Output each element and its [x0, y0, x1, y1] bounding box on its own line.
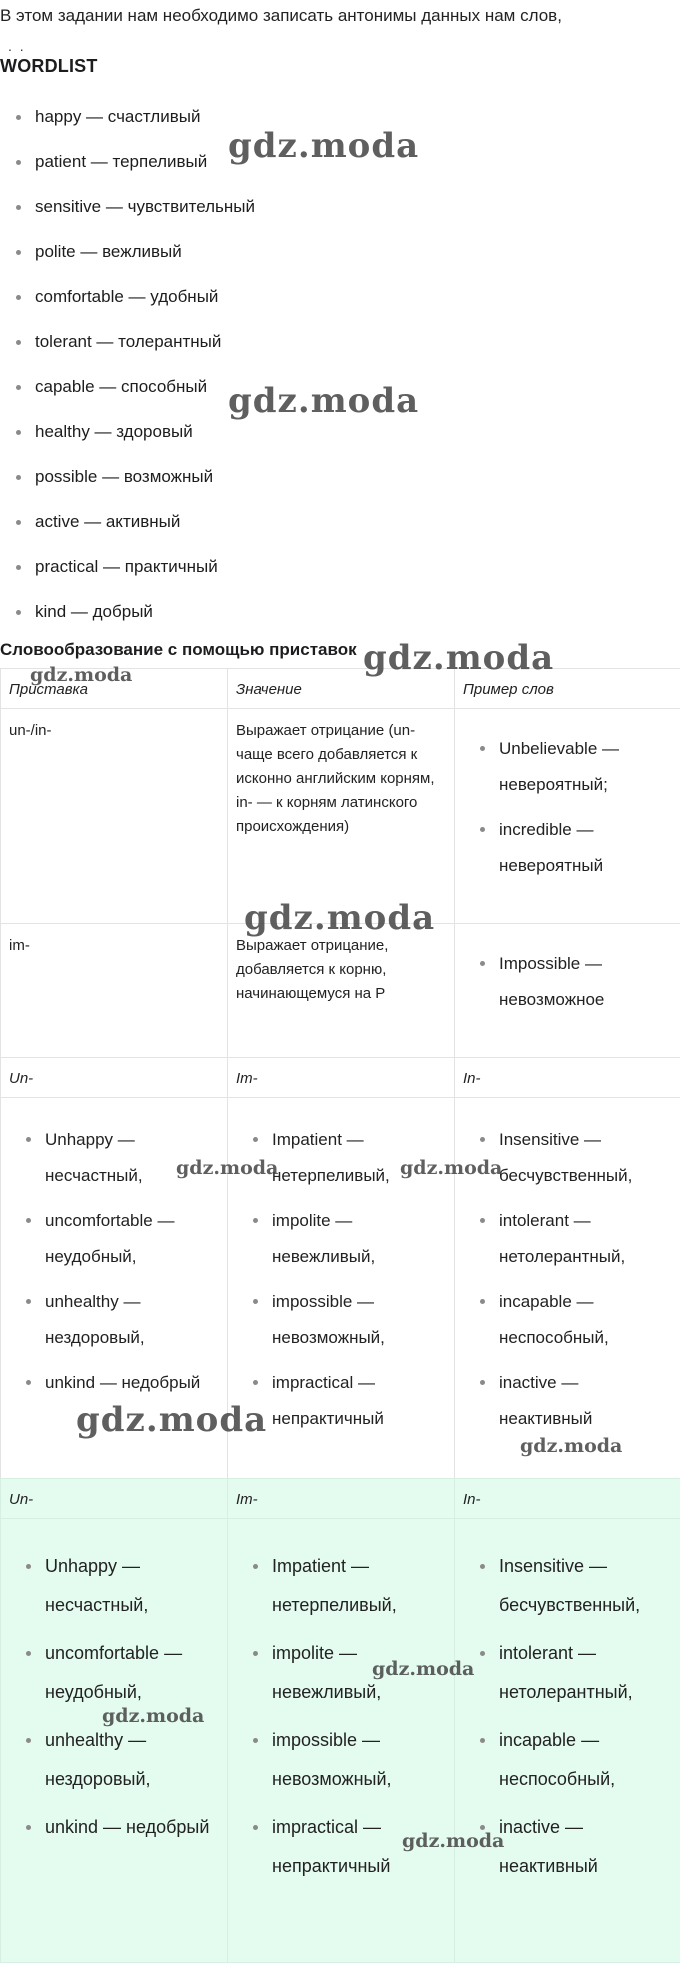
table-header-row: [1, 1058, 680, 1098]
example-list: [455, 946, 680, 1018]
list-item: sensitive — чувствительный: [0, 197, 420, 242]
table-header-row: [1, 669, 680, 709]
list-item: polite — вежливый: [0, 242, 420, 287]
table-row: [1, 924, 680, 1058]
table-header-cell: Приставка: [1, 669, 228, 709]
list-item: impolite — невежливый,: [228, 1203, 454, 1275]
list-item: tolerant — толерантный: [0, 332, 420, 377]
watermark: gdz.moda: [228, 126, 419, 166]
list-item: Unhappy — несчастный,: [1, 1547, 227, 1625]
watermark: gdz.moda: [76, 1400, 267, 1440]
table-cell: im-: [1, 924, 228, 1058]
list-item: uncomfortable — неудобный,: [1, 1634, 227, 1712]
list-item: Impatient — нетерпеливый,: [228, 1122, 454, 1194]
antonym-table: [0, 1057, 680, 1483]
list-item: happy — счастливый: [0, 107, 420, 152]
table-row: [1, 1098, 680, 1483]
cut-line: [0, 38, 680, 50]
antonym-list: [455, 1122, 680, 1437]
list-item: unkind — недобрый: [1, 1808, 227, 1847]
table-cell: [1, 1519, 228, 1963]
list-item: comfortable — удобный: [0, 287, 420, 332]
table-row: [1, 709, 680, 924]
table-header-cell: Un-: [1, 1479, 228, 1519]
watermark: gdz.moda: [372, 1658, 474, 1680]
antonym-list: [228, 1547, 454, 1886]
table-cell: [455, 924, 680, 1058]
antonym-list: [1, 1547, 227, 1847]
list-item: inactive — неактивный: [455, 1365, 680, 1437]
list-item: healthy — здоровый: [0, 422, 420, 467]
watermark: gdz.moda: [400, 1157, 502, 1179]
watermark: gdz.moda: [520, 1435, 622, 1457]
list-item: incapable — неспособный,: [455, 1721, 680, 1799]
list-item: impolite — невежливый,: [228, 1634, 454, 1712]
list-item: active — активный: [0, 512, 420, 557]
table-header-cell: Im-: [228, 1058, 455, 1098]
table-cell: [228, 1098, 455, 1483]
list-item: patient — терпеливый: [0, 152, 420, 197]
table-cell: Выражает отрицание, добавляется к корню, начинающемуся на P: [228, 924, 455, 1058]
antonym-list: [228, 1122, 454, 1437]
table-header-cell: Im-: [228, 1479, 455, 1519]
table-cell: [455, 1098, 680, 1483]
list-item: impractical — непрактичный: [228, 1365, 454, 1437]
list-item: Unhappy — несчастный,: [1, 1122, 227, 1194]
table-cell: un-/in-: [1, 709, 228, 924]
table-cell: [455, 709, 680, 924]
example-list: [455, 731, 680, 884]
table-cell: Выражает отрицание (un- чаще всего добавляется к исконно английским корням, in- — к корням латинского происхождения): [228, 709, 455, 924]
list-item: practical — практичный: [0, 557, 420, 602]
table-header-cell: In-: [455, 1479, 680, 1519]
list-item: Impatient — нетерпеливый,: [228, 1547, 454, 1625]
table-header-cell: Un-: [1, 1058, 228, 1098]
cut-text-fragment: . .: [8, 38, 26, 54]
antonym-table-highlighted: [0, 1478, 680, 1963]
table-row: [1, 1519, 680, 1963]
list-item: unhealthy — нездоровый,: [1, 1284, 227, 1356]
list-item: unkind — недобрый: [1, 1365, 227, 1401]
prefix-meaning-table: [0, 668, 680, 1058]
table-cell: [455, 1519, 680, 1963]
list-item: unhealthy — нездоровый,: [1, 1721, 227, 1799]
list-item: Insensitive — бесчувственный,: [455, 1547, 680, 1625]
antonym-list: [455, 1547, 680, 1886]
table-cell: [1, 1098, 228, 1483]
list-item: intolerant — нетолерантный,: [455, 1203, 680, 1275]
list-item: incredible — невероятный: [455, 812, 680, 884]
list-item: impossible — невозможный,: [228, 1284, 454, 1356]
list-item: Impossible — невозможное: [455, 946, 680, 1018]
table-header-cell: Значение: [228, 669, 455, 709]
list-item: Insensitive — бесчувственный,: [455, 1122, 680, 1194]
table-header-cell: In-: [455, 1058, 680, 1098]
watermark: gdz.moda: [402, 1830, 504, 1852]
table-header-cell: Пример слов: [455, 669, 680, 709]
watermark: gdz.moda: [30, 664, 132, 686]
watermark: gdz.moda: [102, 1705, 204, 1727]
list-item: Unbelievable — невероятный;: [455, 731, 680, 803]
list-item: incapable — неспособный,: [455, 1284, 680, 1356]
list-item: inactive — неактивный: [455, 1808, 680, 1886]
intro-text: В этом задании нам необходимо записать антонимы данных нам слов,: [0, 6, 562, 26]
antonym-list: [1, 1122, 227, 1401]
section-title: Словообразование с помощью приставок: [0, 640, 357, 660]
table-cell: [228, 1519, 455, 1963]
wordlist-title: WORDLIST: [0, 56, 98, 77]
watermark: gdz.moda: [244, 898, 435, 938]
list-item: impossible — невозможный,: [228, 1721, 454, 1799]
list-item: impractical — непрактичный: [228, 1808, 454, 1886]
watermark: gdz.moda: [228, 381, 419, 421]
watermark: gdz.moda: [176, 1157, 278, 1179]
table-header-row: [1, 1479, 680, 1519]
list-item: possible — возможный: [0, 467, 420, 512]
list-item: uncomfortable — неудобный,: [1, 1203, 227, 1275]
list-item: capable — способный: [0, 377, 420, 422]
wordlist: [0, 107, 420, 647]
watermark: gdz.moda: [363, 638, 554, 678]
list-item: kind — добрый: [0, 602, 420, 647]
list-item: intolerant — нетолерантный,: [455, 1634, 680, 1712]
